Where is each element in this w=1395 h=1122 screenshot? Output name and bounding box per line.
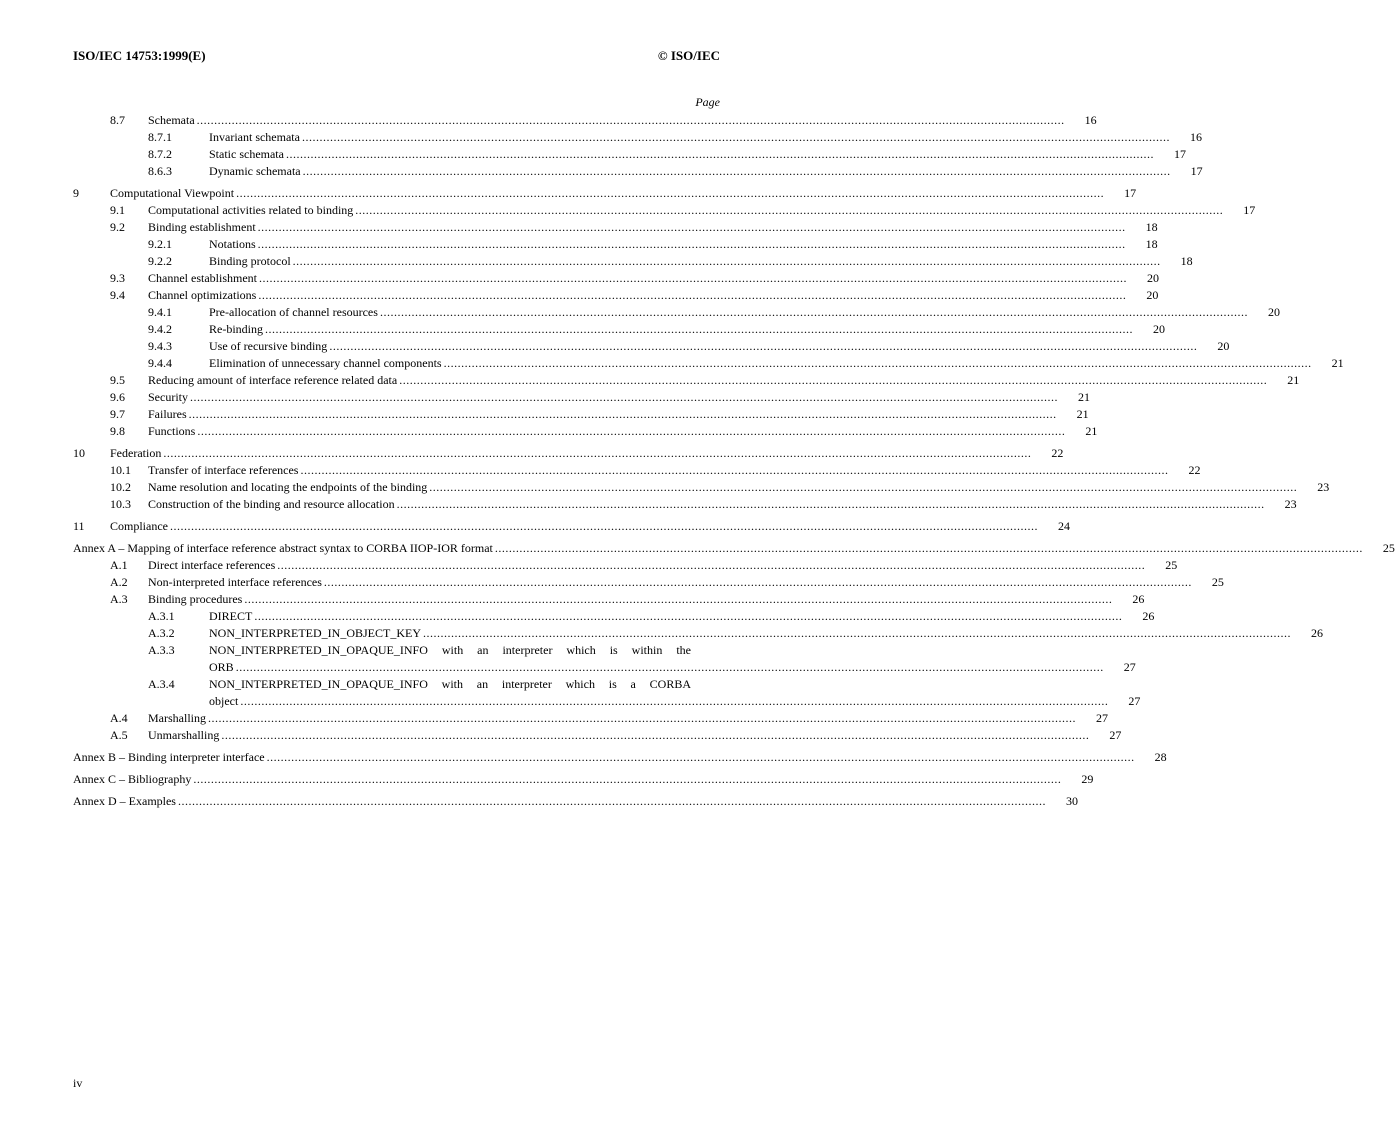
toc-entry-number: 9.2: [110, 220, 125, 234]
toc-entry[interactable]: [73, 793, 1078, 810]
toc-entry-title: Annex C – Bibliography: [73, 772, 192, 786]
toc-entry-title: Direct interface references: [148, 558, 276, 572]
toc-entry-number: A.3.3: [148, 643, 175, 657]
toc-entry-page: 20: [1146, 271, 1159, 285]
toc-entry-title: Non-interpreted interface references: [148, 575, 322, 589]
toc-entry[interactable]: [73, 185, 1137, 202]
dot-leader: [397, 496, 1265, 513]
toc-entry-title: Annex A – Mapping of interface reference abstract syntax to CORBA IIOP-IOR format: [73, 541, 493, 555]
dot-leader: [193, 771, 1061, 788]
toc-entry-number: 9.4.1: [148, 305, 172, 319]
toc-entry-number: 9.7: [110, 407, 125, 421]
toc-entry-number: 9.2.2: [148, 254, 172, 268]
toc-entry[interactable]: [73, 270, 1159, 287]
toc-entry-number: A.2: [110, 575, 128, 589]
toc-entry-page: 21: [1078, 390, 1090, 404]
toc-entry-number: 10: [73, 446, 85, 460]
dot-leader: [208, 710, 1076, 727]
toc-entry-title: Pre-allocation of channel resources: [209, 305, 378, 319]
page-number: iv: [73, 1076, 83, 1090]
toc-entry-title: Annex D – Examples: [73, 794, 176, 808]
toc-entry-title: Unmarshalling: [148, 728, 220, 742]
toc-entry-page: 21: [1331, 356, 1344, 370]
dot-leader: [423, 625, 1291, 642]
dot-leader: [221, 727, 1089, 744]
toc-entry-number: 9.6: [110, 390, 125, 404]
toc-entry[interactable]: [73, 253, 1193, 270]
dot-leader: [240, 693, 1108, 710]
toc-entry-number: 9.1: [110, 203, 125, 217]
toc-entry[interactable]: [73, 749, 1167, 766]
toc-entry[interactable]: [73, 540, 1395, 557]
toc-entry[interactable]: [73, 163, 1203, 180]
toc-entry-page: 27: [1123, 660, 1136, 674]
toc-entry[interactable]: [73, 423, 1098, 440]
dot-leader: [258, 219, 1126, 236]
dot-leader: [286, 146, 1154, 163]
toc-entry-number: 8.7: [110, 113, 125, 127]
toc-entry[interactable]: [73, 287, 1159, 304]
toc-entry[interactable]: [73, 518, 1070, 535]
toc-entry[interactable]: [73, 129, 1202, 146]
toc-entry-title: Marshalling: [148, 711, 206, 725]
toc-entry-page: 18: [1145, 220, 1158, 234]
dot-leader: [267, 749, 1135, 766]
toc-entry-title: Notations: [209, 237, 256, 251]
toc-entry-page: 26: [1311, 626, 1323, 640]
toc-entry-number: A.1: [110, 558, 128, 572]
toc-entry-title: Binding procedures: [148, 592, 243, 606]
dot-leader: [303, 163, 1171, 180]
dot-leader: [293, 253, 1161, 270]
toc-entry-page: 22: [1188, 463, 1201, 477]
toc-entry[interactable]: [73, 727, 1122, 744]
toc-entry-number: A.4: [110, 711, 128, 725]
dot-leader: [189, 406, 1057, 423]
dot-leader: [170, 518, 1038, 535]
toc-entry-page: 25: [1165, 558, 1178, 572]
dot-leader: [329, 338, 1197, 355]
toc-entry[interactable]: [73, 219, 1158, 236]
toc-entry[interactable]: [73, 321, 1165, 338]
toc-entry-number: 9.8: [110, 424, 125, 438]
toc-entry-page: 20: [1267, 305, 1280, 319]
toc-entry[interactable]: [73, 372, 1300, 389]
toc-entry-number: 8.7.2: [148, 147, 172, 161]
dot-leader: [444, 355, 1312, 372]
toc-entry-title: Invariant schemata: [209, 130, 300, 144]
toc-entry[interactable]: [73, 236, 1158, 253]
toc-entry-page: 21: [1287, 373, 1300, 387]
toc-entry-page: 26: [1132, 592, 1145, 606]
toc-entry-title: Static schemata: [209, 147, 284, 161]
toc-entry[interactable]: [73, 608, 1155, 625]
dot-leader: [236, 185, 1104, 202]
dot-leader: [236, 659, 1104, 676]
toc-entry-page: 18: [1180, 254, 1193, 268]
toc-entry-title: Computational activities related to binding: [148, 203, 354, 217]
table-of-contents: [73, 112, 1395, 810]
toc-entry-number: 8.6.3: [148, 164, 172, 178]
toc-entry-title: Security: [148, 390, 188, 404]
toc-entry[interactable]: [73, 591, 1145, 608]
toc-entry-page: 27: [1096, 711, 1108, 725]
toc-entry-number: 10.1: [110, 463, 131, 477]
toc-entry[interactable]: [73, 355, 1344, 372]
dot-leader: [244, 591, 1112, 608]
toc-entry-page: 21: [1076, 407, 1089, 421]
toc-entry-title: Channel establishment: [148, 271, 257, 285]
toc-entry-page: 17: [1190, 164, 1203, 178]
document-id: ISO/IEC 14753:1999(E): [73, 48, 206, 63]
toc-entry-page: 16: [1084, 113, 1097, 127]
toc-entry[interactable]: [73, 389, 1090, 406]
toc-entry-number: 9.3: [110, 271, 125, 285]
toc-entry-page: 27: [1128, 694, 1141, 708]
dot-leader: [277, 557, 1145, 574]
dot-leader: [495, 540, 1363, 557]
toc-entry[interactable]: [73, 496, 1297, 513]
dot-leader: [254, 608, 1122, 625]
dot-leader: [258, 236, 1126, 253]
toc-entry-page: 20: [1153, 322, 1165, 336]
toc-entry-title: Schemata: [148, 113, 195, 127]
dot-leader: [380, 304, 1248, 321]
toc-entry-number: 8.7.1: [148, 130, 172, 144]
dot-leader: [163, 445, 1031, 462]
toc-entry-number: 9.2.1: [148, 237, 172, 251]
toc-entry-title: Annex B – Binding interpreter interface: [73, 750, 265, 764]
dot-leader: [355, 202, 1223, 219]
toc-entry-title: Name resolution and locating the endpoints of the binding: [148, 480, 428, 494]
dot-leader: [399, 372, 1267, 389]
toc-entry[interactable]: [73, 146, 1186, 163]
dot-leader: [259, 270, 1127, 287]
toc-entry[interactable]: [73, 445, 1064, 462]
toc-entry-number: 9.4: [110, 288, 125, 302]
dot-leader: [178, 793, 1046, 810]
toc-entry-title-continued: object: [209, 694, 239, 708]
dot-leader: [258, 287, 1126, 304]
toc-entry-page: 29: [1081, 772, 1094, 786]
toc-entry-number: 10.2: [110, 480, 131, 494]
toc-entry[interactable]: [73, 338, 1230, 355]
dot-leader: [324, 574, 1192, 591]
toc-entry-title: DIRECT: [209, 609, 253, 623]
dot-leader: [302, 129, 1170, 146]
toc-entry-page: 25: [1382, 541, 1395, 555]
toc-entry[interactable]: [73, 462, 1201, 479]
toc-entry-title: Computational Viewpoint: [110, 186, 235, 200]
toc-entry-number: 9.4.3: [148, 339, 172, 353]
toc-entry-page: 23: [1317, 480, 1330, 494]
toc-entry-title: Use of recursive binding: [209, 339, 328, 353]
dot-leader: [265, 321, 1133, 338]
toc-entry-number: A.5: [110, 728, 128, 742]
toc-entry-number: 9.4.4: [148, 356, 172, 370]
toc-entry-title: Federation: [110, 446, 162, 460]
dot-leader: [429, 479, 1297, 496]
toc-entry-number: 11: [73, 519, 85, 533]
toc-entry-page: 17: [1173, 147, 1186, 161]
toc-entry[interactable]: [73, 771, 1094, 788]
toc-entry-title: NON_INTERPRETED_IN_OPAQUE_INFO with an interpreter which is within the: [209, 643, 691, 657]
toc-entry-number: 9: [73, 186, 79, 200]
toc-entry-title: Channel optimizations: [148, 288, 257, 302]
toc-entry-number: 9.5: [110, 373, 125, 387]
toc-entry[interactable]: [73, 112, 1097, 129]
toc-entry-page: 16: [1189, 130, 1202, 144]
toc-entry-title-continued: ORB: [209, 660, 234, 674]
toc-entry[interactable]: [73, 574, 1224, 591]
toc-entry[interactable]: [73, 625, 1323, 642]
toc-entry-page: 21: [1085, 424, 1098, 438]
toc-entry-page: 25: [1211, 575, 1224, 589]
toc-entry-title: NON_INTERPRETED_IN_OPAQUE_INFO with an interpreter which is a CORBA: [209, 677, 691, 691]
toc-entry-number: 9.4.2: [148, 322, 172, 336]
toc-entry-title: Failures: [148, 407, 187, 421]
toc-entry-title: Construction of the binding and resource allocation: [148, 497, 395, 511]
toc-entry-number: 10.3: [110, 497, 131, 511]
toc-entry-page: 30: [1065, 794, 1078, 808]
dot-leader: [197, 112, 1065, 129]
toc-entry-number: A.3.4: [148, 677, 175, 691]
toc-entry-title: Compliance: [110, 519, 168, 533]
toc-entry[interactable]: [73, 406, 1089, 423]
toc-entry-page: 23: [1284, 497, 1297, 511]
dot-leader: [190, 389, 1058, 406]
toc-entry-page: 24: [1057, 519, 1070, 533]
toc-entry[interactable]: [73, 304, 1280, 321]
toc-entry-number: A.3: [110, 592, 128, 606]
copyright-mark: © ISO/IEC: [657, 48, 720, 63]
toc-entry-title: Functions: [148, 424, 196, 438]
toc-entry-page: 20: [1146, 288, 1159, 302]
toc-entry[interactable]: [73, 557, 1178, 574]
toc-entry-title: Binding establishment: [148, 220, 256, 234]
dot-leader: [300, 462, 1168, 479]
toc-entry-page: 17: [1124, 186, 1137, 200]
toc-entry-title: Binding protocol: [209, 254, 291, 268]
toc-entry[interactable]: [73, 202, 1256, 219]
toc-entry-page: 17: [1243, 203, 1256, 217]
page-column-label: Page: [695, 95, 720, 109]
toc-entry-title: Re-binding: [209, 322, 263, 336]
toc-entry[interactable]: [73, 642, 1136, 676]
toc-entry-title: NON_INTERPRETED_IN_OBJECT_KEY: [209, 626, 421, 640]
toc-entry-page: 22: [1051, 446, 1064, 460]
toc-entry-number: A.3.2: [148, 626, 175, 640]
dot-leader: [197, 423, 1065, 440]
toc-entry-page: 27: [1109, 728, 1122, 742]
toc-entry-page: 28: [1154, 750, 1167, 764]
toc-entry-page: 26: [1142, 609, 1155, 623]
toc-entry-title: Dynamic schemata: [209, 164, 301, 178]
toc-entry[interactable]: [73, 676, 1141, 710]
toc-entry[interactable]: [73, 710, 1108, 727]
toc-entry-title: Transfer of interface references: [148, 463, 299, 477]
toc-entry-title: Elimination of unnecessary channel components: [209, 356, 442, 370]
toc-entry-number: A.3.1: [148, 609, 175, 623]
toc-entry-title: Reducing amount of interface reference related data: [148, 373, 398, 387]
toc-entry-page: 18: [1145, 237, 1158, 251]
toc-entry[interactable]: [73, 479, 1330, 496]
toc-entry-page: 20: [1217, 339, 1230, 353]
